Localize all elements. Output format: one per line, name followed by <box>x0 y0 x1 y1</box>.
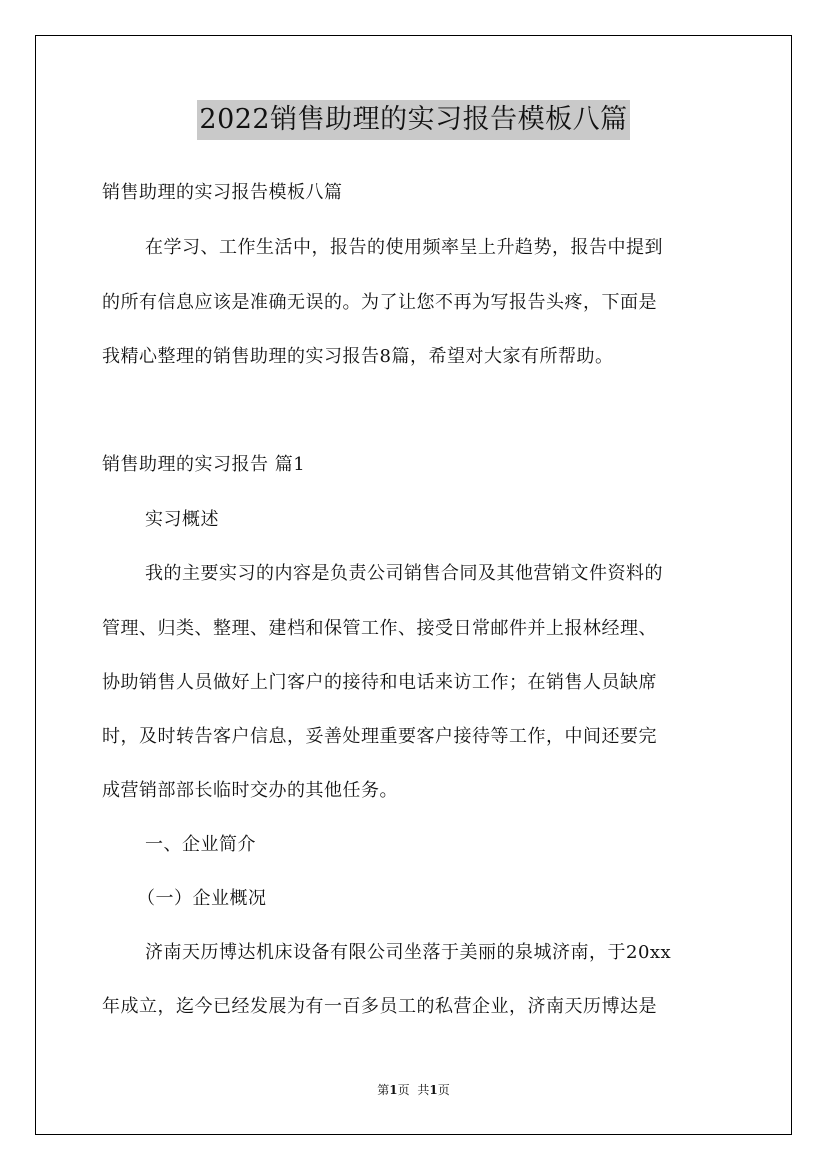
intro-line-1: 在学习、工作生活中，报告的使用频率呈上升趋势，报告中提到 <box>145 237 663 258</box>
page-footer <box>0 1082 827 1098</box>
footer-total-suffix: 页 <box>437 1083 450 1097</box>
company-heading: 一、企业简介 <box>145 834 256 855</box>
title-container <box>0 100 827 140</box>
footer-total-prefix: 共 <box>417 1083 430 1097</box>
company-line-1: 济南天历博达机床设备有限公司坐落于美丽的泉城济南，于20xx <box>145 942 672 963</box>
overview-line-3: 协助销售人员做好上门客户的接待和电话来访工作；在销售人员缺席 <box>102 672 657 693</box>
document-title: 2022销售助理的实习报告模板八篇 <box>197 100 629 140</box>
footer-page-suffix: 页 <box>397 1083 410 1097</box>
overview-line-2: 管理、归类、整理、建档和保管工作、接受日常邮件并上报林经理、 <box>102 618 657 639</box>
footer-total-number: 1 <box>429 1083 438 1097</box>
overview-heading: 实习概述 <box>145 509 219 530</box>
intro-line-3: 我精心整理的销售助理的实习报告8篇，希望对大家有所帮助。 <box>102 346 614 367</box>
intro-line-2: 的所有信息应该是准确无误的。为了让您不再为写报告头疼，下面是 <box>102 292 657 313</box>
overview-line-5: 成营销部部长临时交办的其他任务。 <box>102 780 398 801</box>
footer-page-prefix: 第 <box>377 1083 390 1097</box>
overview-line-4: 时，及时转告客户信息，妥善处理重要客户接待等工作，中间还要完 <box>102 726 657 747</box>
footer-page-number: 1 <box>389 1083 398 1097</box>
section-heading: 销售助理的实习报告 篇1 <box>102 454 306 475</box>
document-subtitle: 销售助理的实习报告模板八篇 <box>102 182 343 203</box>
company-sub-heading: （一）企业概况 <box>137 888 267 909</box>
overview-line-1: 我的主要实习的内容是负责公司销售合同及其他营销文件资料的 <box>145 563 663 584</box>
company-line-2: 年成立，迄今已经发展为有一百多员工的私营企业，济南天历博达是 <box>102 996 657 1017</box>
